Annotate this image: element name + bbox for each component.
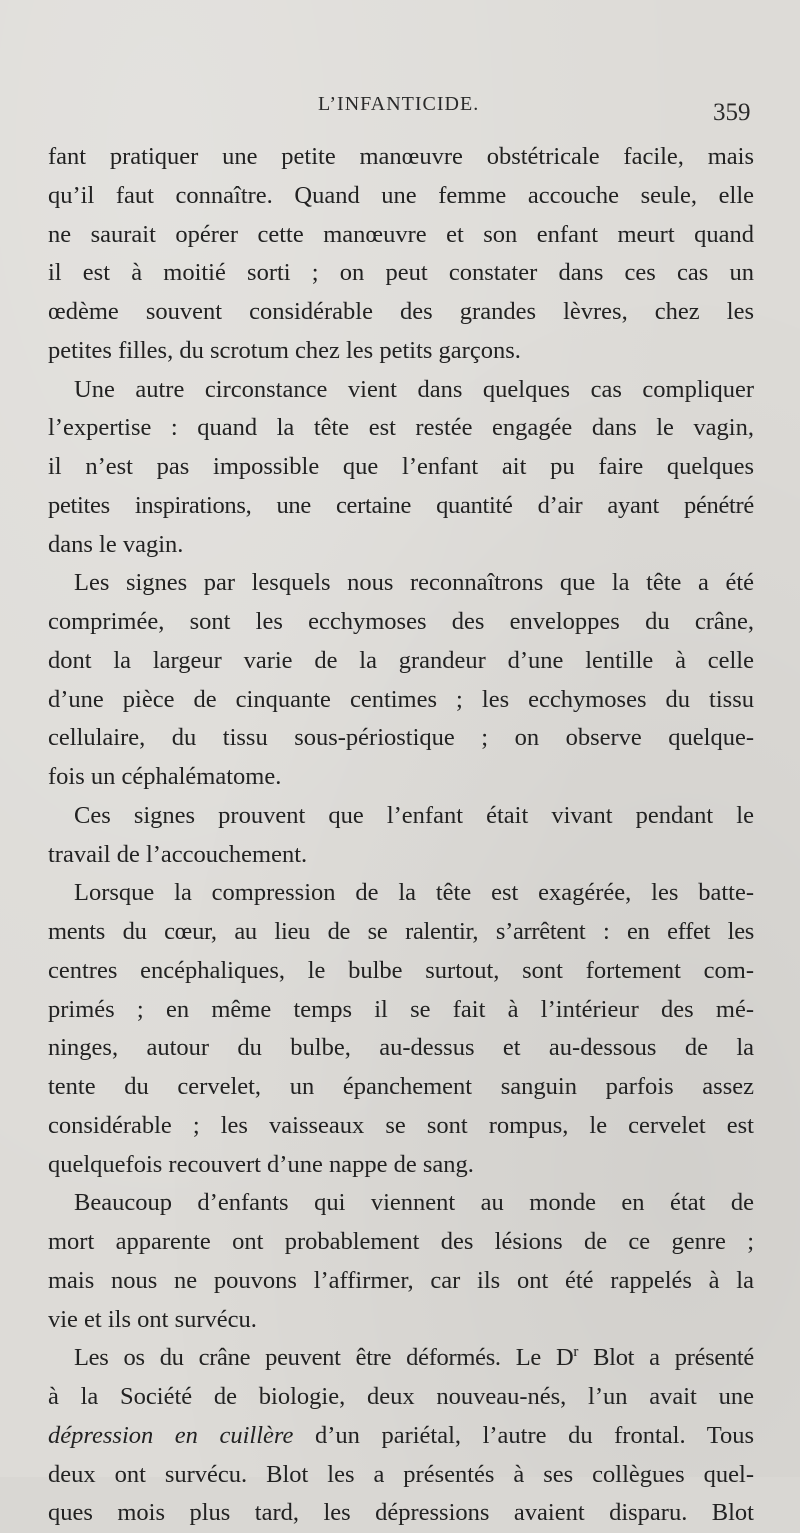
text-line: mort apparente ont probablement des lésions de ce genre ; xyxy=(48,1228,754,1255)
italic-term: dépression en cuillère xyxy=(48,1421,294,1449)
text-line: ne saurait opérer cette manœuvre et son enfant meurt quand xyxy=(48,220,754,248)
page-number: 359 xyxy=(713,99,751,126)
superscript: r xyxy=(573,1344,579,1361)
text-line: petites filles, du scrotum chez les petits garçons. xyxy=(48,336,521,364)
text-line: Une autre circonstance vient dans quelques cas compliquer xyxy=(74,375,754,403)
text-line: ninges, autour du bulbe, au-dessus et au-dessous de la xyxy=(48,1034,754,1062)
text-line: qu’il faut connaître. Quand une femme accouche seule, elle xyxy=(48,181,754,209)
body-text xyxy=(48,138,754,1533)
text-line: centres encéphaliques, le bulbe surtout, sont fortement com- xyxy=(48,956,754,984)
text-line: œdème souvent considérable des grandes lèvres, chez les xyxy=(48,298,754,325)
text-line: dont la largeur varie de la grandeur d’une lentille à celle xyxy=(48,646,754,674)
text-line: il est à moitié sorti ; on peut constater dans ces cas un xyxy=(48,259,754,287)
text-line: deux ont survécu. Blot les a présentés à ses collègues quel- xyxy=(48,1460,754,1488)
text-line: petites inspirations, une certaine quantité d’air ayant pénétré xyxy=(48,491,754,519)
text-line: quelquefois recouvert d’une nappe de sang. xyxy=(48,1150,474,1178)
text-line: primés ; en même temps il se fait à l’intérieur des mé- xyxy=(48,995,754,1023)
text-line: ments du cœur, au lieu de se ralentir, s’arrêtent : en effet les xyxy=(48,918,754,945)
text-line: considérable ; les vaisseaux se sont rompus, le cervelet est xyxy=(48,1111,754,1139)
text-line: il n’est pas impossible que l’enfant ait pu faire quelques xyxy=(48,453,754,480)
text-line: à la Société de biologie, deux nouveau-nés, l’un avait une xyxy=(48,1383,754,1410)
text-line: fant pratiquer une petite manœuvre obstétricale facile, mais xyxy=(48,143,754,170)
text-line: tente du cervelet, un épanchement sanguin parfois assez xyxy=(48,1073,754,1100)
text-line: Ces signes prouvent que l’enfant était vivant pendant le xyxy=(74,801,754,829)
text-line: Lorsque la compression de la tête est exagérée, les batte- xyxy=(74,879,754,907)
text-line: Les signes par lesquels nous reconnaîtrons que la tête a été xyxy=(74,569,754,597)
text-fragment: Les os du crâne peuvent être déformés. Le D xyxy=(74,1344,574,1372)
text-line: travail de l’accouchement. xyxy=(48,840,308,868)
text-line: Beaucoup d’enfants qui viennent au monde en état de xyxy=(74,1189,754,1217)
text-line: ques mois plus tard, les dépressions avaient disparu. Blot xyxy=(48,1499,754,1527)
text-line xyxy=(48,1339,754,1378)
text-line: vie et ils ont survécu. xyxy=(48,1305,257,1333)
text-line: l’expertise : quand la tête est restée engagée dans le vagin, xyxy=(48,414,754,442)
running-title: L’INFANTICIDE. xyxy=(318,93,480,115)
text-fragment: d’un pariétal, l’autre du frontal. Tous xyxy=(293,1421,754,1449)
running-head xyxy=(0,93,800,126)
text-line: cellulaire, du tissu sous-périostique ; on observe quelque- xyxy=(48,724,754,752)
text-line: dans le vagin. xyxy=(48,530,184,558)
text-line: fois un céphalématome. xyxy=(48,763,282,790)
text-line: mais nous ne pouvons l’affirmer, car ils ont été rappelés à la xyxy=(48,1266,754,1294)
text-line xyxy=(48,1417,754,1456)
text-fragment: Blot a présenté xyxy=(578,1344,754,1372)
text-line: d’une pièce de cinquante centimes ; les ecchymoses du tissu xyxy=(48,685,754,713)
text-line: comprimée, sont les ecchymoses des enveloppes du crâne, xyxy=(48,608,754,635)
